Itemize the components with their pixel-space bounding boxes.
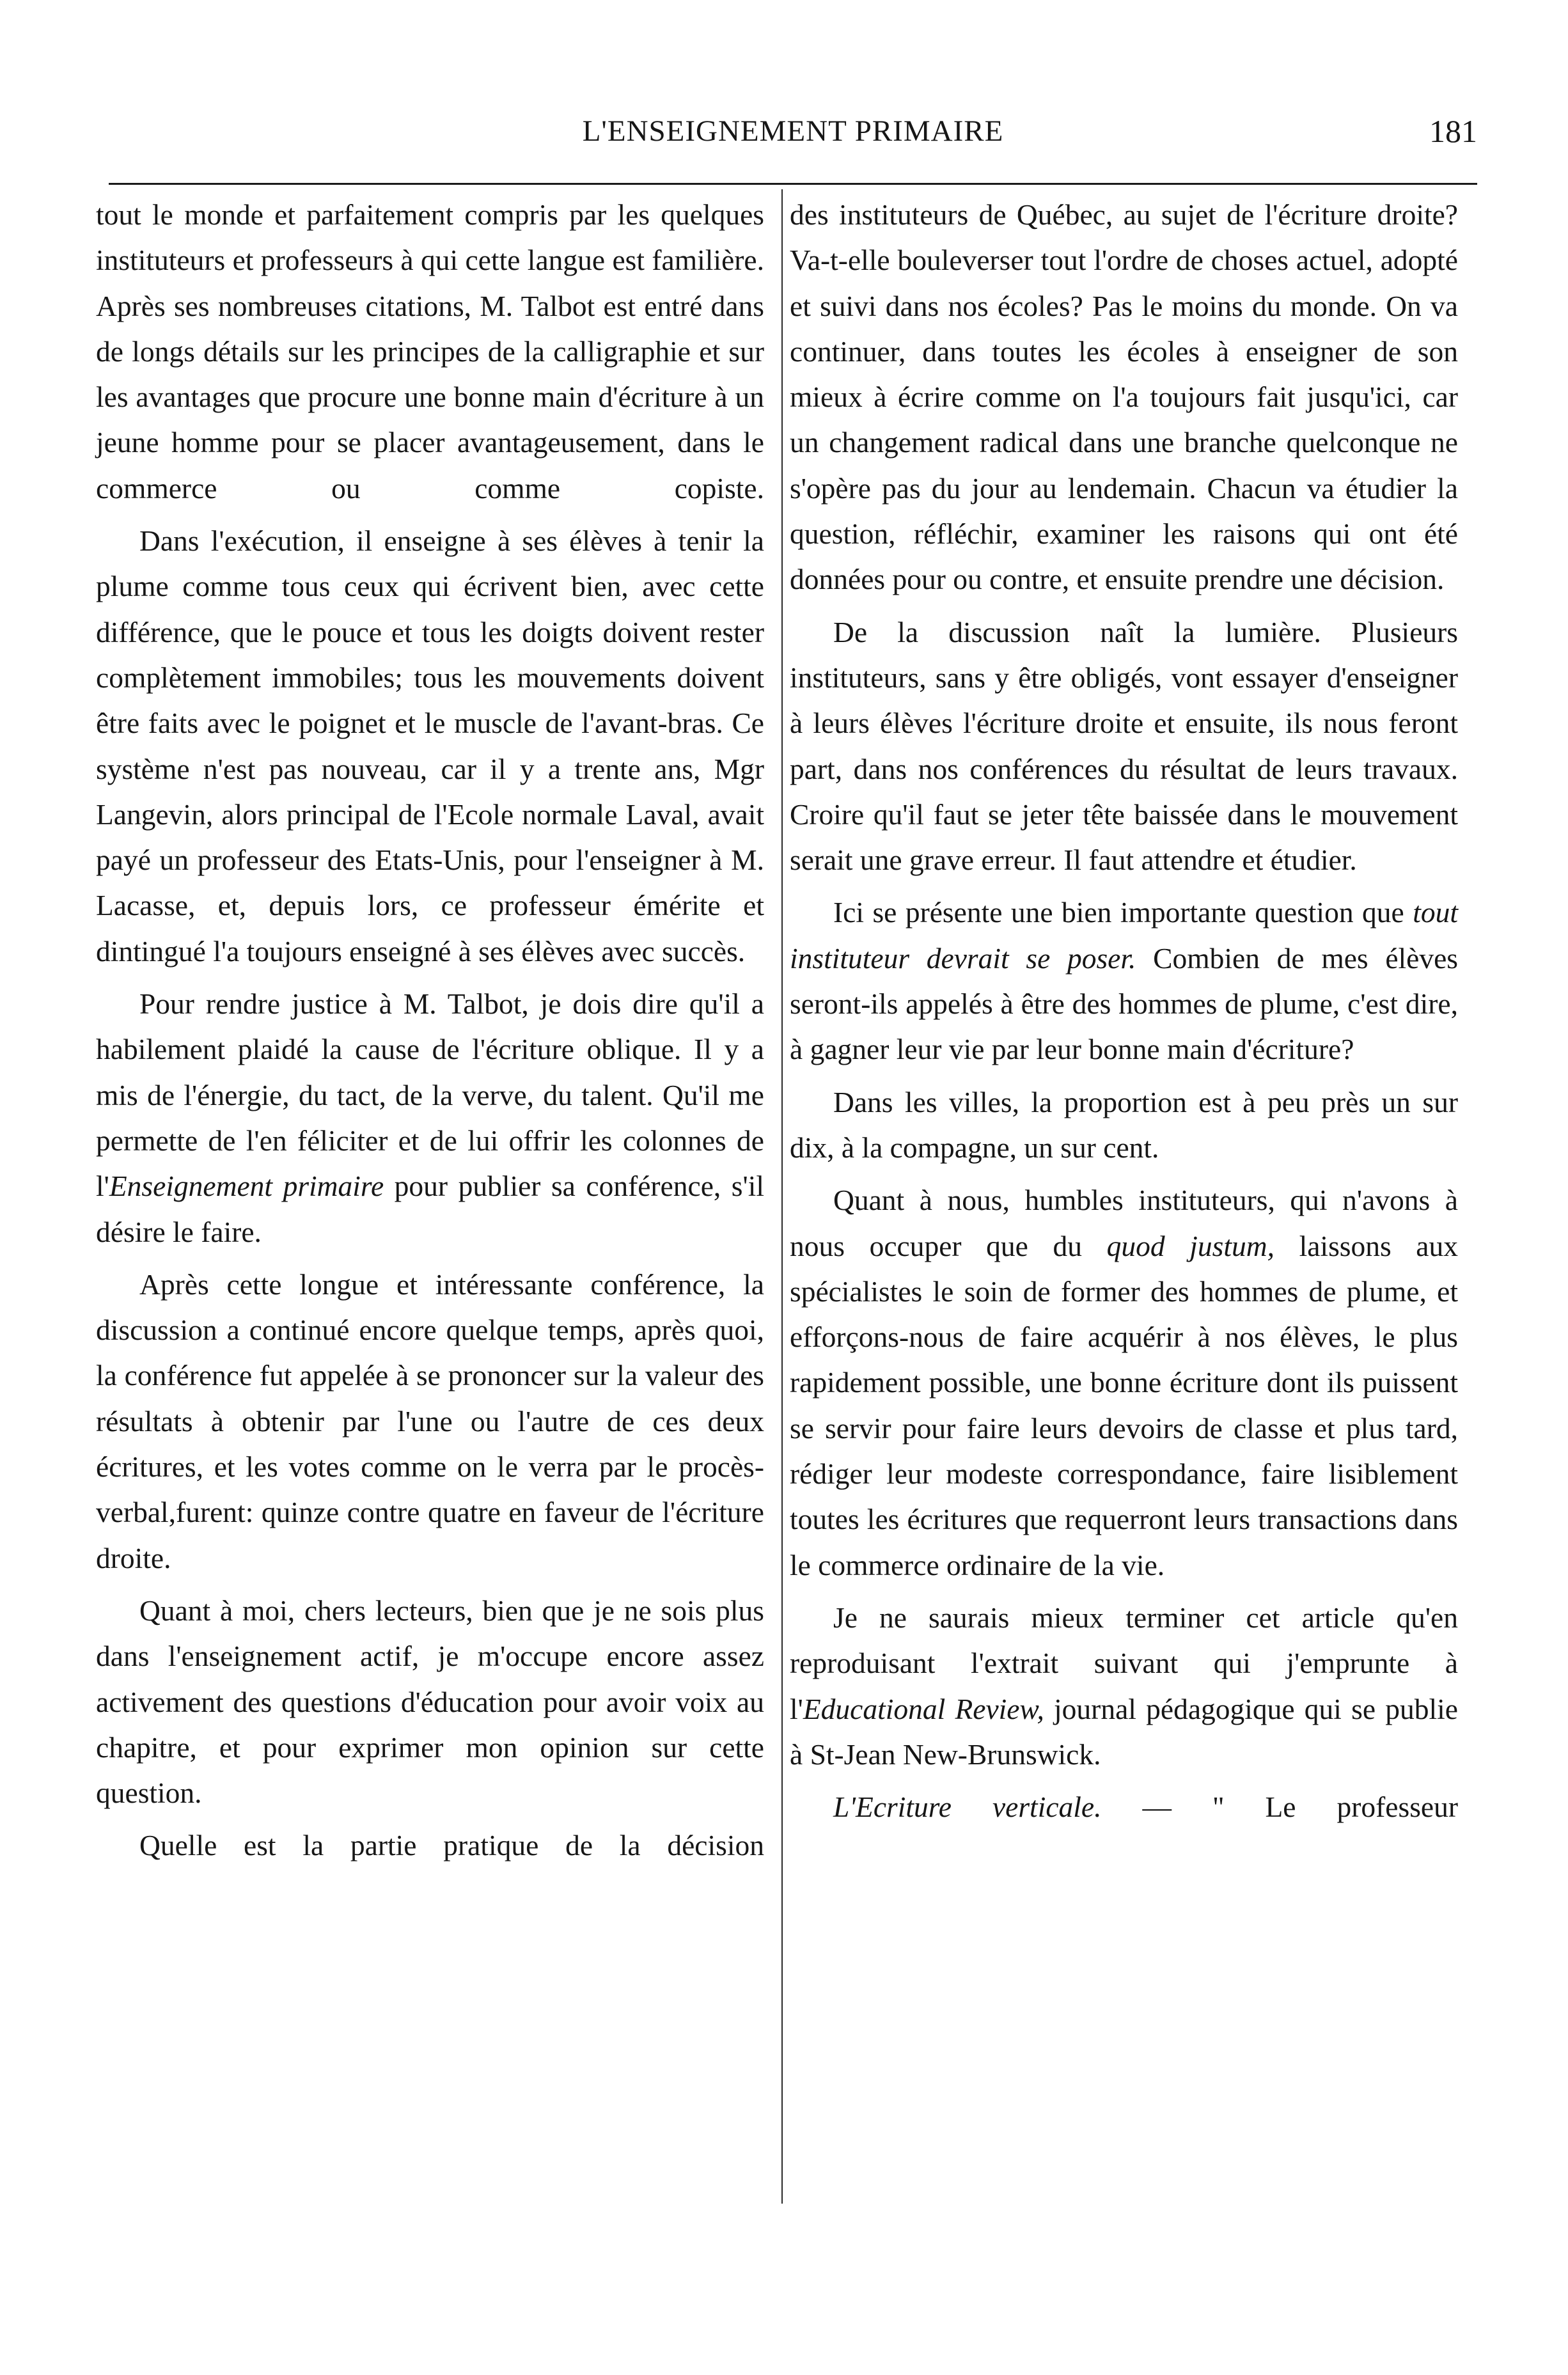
header-rule: [109, 183, 1477, 185]
paragraph: [96, 981, 764, 1255]
paragraph: De la discussion naît la lumière. Plusieurs instituteurs, sans y être obligés, vont essayer d'enseigner à leurs élèves l'écriture droite et ensuite, ils nous feront part, dans nos conférences du résultat de leurs travaux. Croire qu'il faut se jeter tête baissée dans le mouvement serait une grave erreur. Il faut attendre et étudier.: [790, 615, 1458, 877]
paragraph: tout le monde et parfaitement compris par les quelques instituteurs et professeurs à qui cette langue est familière. Après ses nombreuses citations, M. Talbot est entré dans de longs détails sur les principes de la calligraphie et sur les avantages que procure une bonne main d'écriture à un jeune homme pour se placer avantageusement, dans le commerce ou comme copiste.: [96, 198, 764, 505]
text-run: laissons aux spécialistes le soin de former des hommes de plume, et efforçons-nous de faire acquérir à nos élèves, le plus rapidement possible, une bonne écriture dont ils puissent se servir pour faire leurs devoirs de classe et plus tard, rédiger leur modeste correspondance, faire lisiblement toutes les écritures que requerront leurs transactions dans le commerce ordinaire de la vie.: [790, 1229, 1458, 1581]
text-run: Pour rendre justice à M. Talbot, je dois dire qu'il a habilement plaidé la cause de l'écriture oblique. Il y a mis de l'énergie, du tact, de la verve, du talent. Qu'il me permette de l'en féliciter et de lui offrir les colonnes de l': [96, 987, 764, 1203]
paragraph: [790, 1784, 1458, 1830]
paragraph: [790, 1595, 1458, 1777]
paragraph: Quelle est la partie pratique de la décision: [139, 1829, 764, 1862]
italic-title: Educational Review,: [803, 1692, 1044, 1725]
paragraph: Quant à moi, chers lecteurs, bien que je ne sois plus dans l'enseignement actif, je m'occupe encore assez activement des questions d'éducation pour avoir voix au chapitre, et pour exprimer mon opinion sur cette question.: [96, 1594, 764, 1810]
paragraph: des instituteurs de Québec, au sujet de l'écriture droite? Va-t-elle bouleverser tout l'ordre de choses actuel, adopté et suivi dans nos écoles? Pas le moins du monde. On va continuer, dans toutes les écoles à enseigner de son mieux à écrire comme on l'a toujours fait jusqu'ici, car un changement radical dans une branche quelconque ne s'opère pas du jour au lendemain. Chacun va étudier la question, réfléchir, examiner les raisons qui ont été données pour ou contre, et ensuite prendre une décision.: [790, 198, 1458, 596]
running-title: L'ENSEIGNEMENT PRIMAIRE: [582, 114, 1004, 148]
text-run: journal pédagogique qui se publie à St-Jean New-Brunswick.: [790, 1692, 1458, 1771]
page-number: 181: [1429, 113, 1477, 149]
column-divider: [781, 189, 783, 2204]
text-run: Quant à nous, humbles instituteurs, qui n'avons à nous occuper que du: [790, 1184, 1458, 1262]
text-run: pour publier sa conférence, s'il désire le faire.: [96, 1170, 764, 1248]
italic-title: L'Ecriture verticale.: [833, 1791, 1102, 1824]
text-run: Je ne saurais mieux terminer cet article qu'en reproduisant l'extrait suivant qui j'emprunte à l': [790, 1601, 1458, 1725]
left-column: [96, 192, 764, 1869]
text-run: Combien de mes élèves seront-ils appelés à être des hommes de plume, c'est dire, à gagner leur vie par leur bonne main d'écriture?: [790, 941, 1458, 1066]
paragraph: Après cette longue et intéressante conférence, la discussion a continué encore quelque temps, après quoi, la conférence fut appelée à se prononcer sur la valeur des résultats à obtenir par l'une ou l'autre de ces deux écritures, et les votes comme on le verra par le procès-verbal,furent: quinze contre quatre en faveur de l'écriture droite.: [96, 1267, 764, 1574]
paragraph: Dans les villes, la proportion est à peu près un sur dix, à la compagne, un sur cent.: [790, 1085, 1458, 1164]
paragraph: Dans l'exécution, il enseigne à ses élèves à tenir la plume comme tous ceux qui écrivent bien, avec cette différence, que le pouce et tous les doigts doivent rester complètement immobiles; tous les mouvements doivent être faits avec le poignet et le muscle de l'avant-bras. Ce système n'est pas nouveau, car il y a trente ans, Mgr Langevin, alors principal de l'Ecole normale Laval, avait payé un professeur des Etats-Unis, pour l'enseigner à M. Lacasse, et, depuis lors, ce professeur émérite et dintingué l'a toujours enseigné à ses élèves avec succès.: [96, 524, 764, 968]
text-run: — " Le professeur: [1101, 1791, 1458, 1824]
text-run: Ici se présente une bien importante question que: [833, 896, 1413, 929]
italic-title: Enseignement primaire: [109, 1170, 384, 1203]
page-header: [109, 109, 1477, 166]
paragraph: [790, 890, 1458, 1072]
italic-phrase: quod justum,: [1106, 1229, 1274, 1262]
italic-phrase: tout instituteur devrait se poser.: [790, 896, 1458, 975]
right-column: [790, 192, 1458, 1830]
paragraph: [790, 1177, 1458, 1588]
